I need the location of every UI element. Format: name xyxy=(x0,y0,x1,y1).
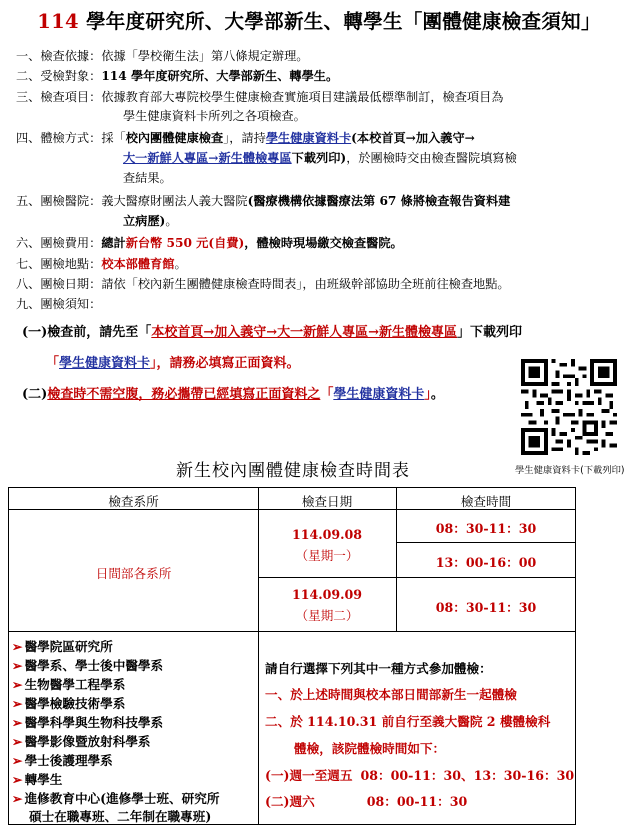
option-1: 一、於上述時間與校本部日間部新生一起體檢 xyxy=(265,687,517,702)
option-2: 二、於 114.10.31 前自行至義大醫院 2 樓體檢科 xyxy=(265,714,551,729)
freshman-path-link[interactable]: 本校首頁→加入義守→大一新鮮人專區→新生體檢專區 xyxy=(151,325,457,340)
time-2: 08：30-11：30 xyxy=(435,600,537,615)
title-year: 114 xyxy=(37,10,79,33)
item-method-line3: 查結果。 xyxy=(123,171,172,185)
note-2: (二)檢查時不需空腹，務必攜帶已經填寫正面資料之「學生健康資料卡」。 xyxy=(22,387,444,402)
qr-code-icon[interactable] xyxy=(521,359,617,455)
header-time: 檢查時間 xyxy=(460,494,512,509)
qr-caption: 學生健康資料卡(下載列印) xyxy=(515,465,625,476)
item-method: 四、體檢方式：採「校內團體健康檢查」，請持學生健康資料卡(本校首頁→加入義守→ xyxy=(16,131,475,145)
note-1: (一)檢查前，請先至「本校首頁→加入義守→大一新鮮人專區→新生體檢專區」下載列印 xyxy=(22,325,523,340)
date-1: 114.09.08 xyxy=(291,527,363,542)
header-date: 檢查日期 xyxy=(301,494,353,509)
item-exam-items-line2: 學生健康資料卡所列之各項檢查。 xyxy=(123,109,306,123)
item-hospital: 五、團檢醫院：義大醫療財團法人義大醫院(醫療機構依據醫療法第 67 條將檢查報告資料建 xyxy=(16,194,511,208)
item-fee: 六、團檢費用：總計新台幣 550 元(自費)，體檢時現場繳交檢查醫院。 xyxy=(16,236,403,250)
page-title xyxy=(0,6,638,34)
day-2: （星期二） xyxy=(295,608,359,623)
health-card-link-2[interactable]: 學生健康資料卡 xyxy=(59,356,151,371)
dept-list-item: ➢ 生物醫學工程學系 xyxy=(12,677,126,692)
dept-list-item: ➢ 醫學檢驗技術學系 xyxy=(12,696,126,711)
date-2: 114.09.09 xyxy=(291,587,363,602)
item-location: 七、團檢地點：校本部體育館。 xyxy=(16,257,187,271)
dept-list-item-cont: 碩士在職專班、二年制在職專班) xyxy=(29,809,212,824)
note-1b: 「學生健康資料卡」，請務必填寫正面資料。 xyxy=(46,356,300,371)
dept-list-item: ➢ 醫學系、學士後中醫學系 xyxy=(12,658,164,673)
schedule-title: 新生校內團體健康檢查時間表 xyxy=(176,461,410,481)
item-target: 二、受檢對象：114 學年度研究所、大學部新生、轉學生。 xyxy=(16,69,339,83)
dept-list-item: ➢ 轉學生 xyxy=(12,772,63,787)
item-basis: 一、檢查依據：依據「學校衛生法」第八條規定辦理。 xyxy=(16,49,309,63)
option-intro: 請自行選擇下列其中一種方式參加體檢： xyxy=(265,661,492,676)
option-saturday: (二)週六 08：00-11：30 xyxy=(265,794,468,809)
dept-list-item: ➢ 進修教育中心(進修學士班、研究所 xyxy=(12,791,220,806)
schedule-table xyxy=(8,487,576,825)
health-card-link-3[interactable]: 學生健康資料卡 xyxy=(333,387,425,402)
item-hospital-line2: 立病歷)。 xyxy=(123,214,178,228)
item-method-line2: 大一新鮮人專區→新生體檢專區下載列印)，於團檢時交由檢查醫院填寫檢 xyxy=(123,151,517,165)
time-1b: 13：00-16：00 xyxy=(435,555,537,570)
item-notes: 九、團檢須知： xyxy=(16,297,102,311)
header-dept: 檢查系所 xyxy=(108,494,159,509)
option-2-cont: 體檢，該院體檢時間如下： xyxy=(294,741,446,756)
time-1a: 08：30-11：30 xyxy=(435,521,537,536)
dept-list-item: ➢ 醫學院區研究所 xyxy=(12,639,113,654)
item-exam-items: 三、檢查項目：依據教育部大專院校學生健康檢查實施項目建議最低標準制訂，檢查項目為 xyxy=(16,90,504,104)
freshman-zone-link[interactable]: 大一新鮮人專區→新生體檢專區 xyxy=(123,151,292,165)
item-date: 八、團檢日期：請依「校內新生團體健康檢查時間表」，由班級幹部協助全班前往檢查地點。 xyxy=(16,277,510,291)
option-weekday: (一)週一至週五 08：00-11：30、13：30-16：30 xyxy=(265,768,575,783)
dept-day-division: 日間部各系所 xyxy=(95,566,172,581)
health-card-link[interactable]: 學生健康資料卡 xyxy=(265,131,352,145)
title-text: 學年度研究所、大學部新生、轉學生「團體健康檢查須知」 xyxy=(78,10,601,33)
day-1: （星期一） xyxy=(295,548,359,563)
dept-list-item: ➢ 學士後護理學系 xyxy=(12,753,113,768)
dept-list-item: ➢ 醫學影像暨放射科學系 xyxy=(12,734,151,749)
dept-list-item: ➢ 醫學科學與生物科技學系 xyxy=(12,715,164,730)
